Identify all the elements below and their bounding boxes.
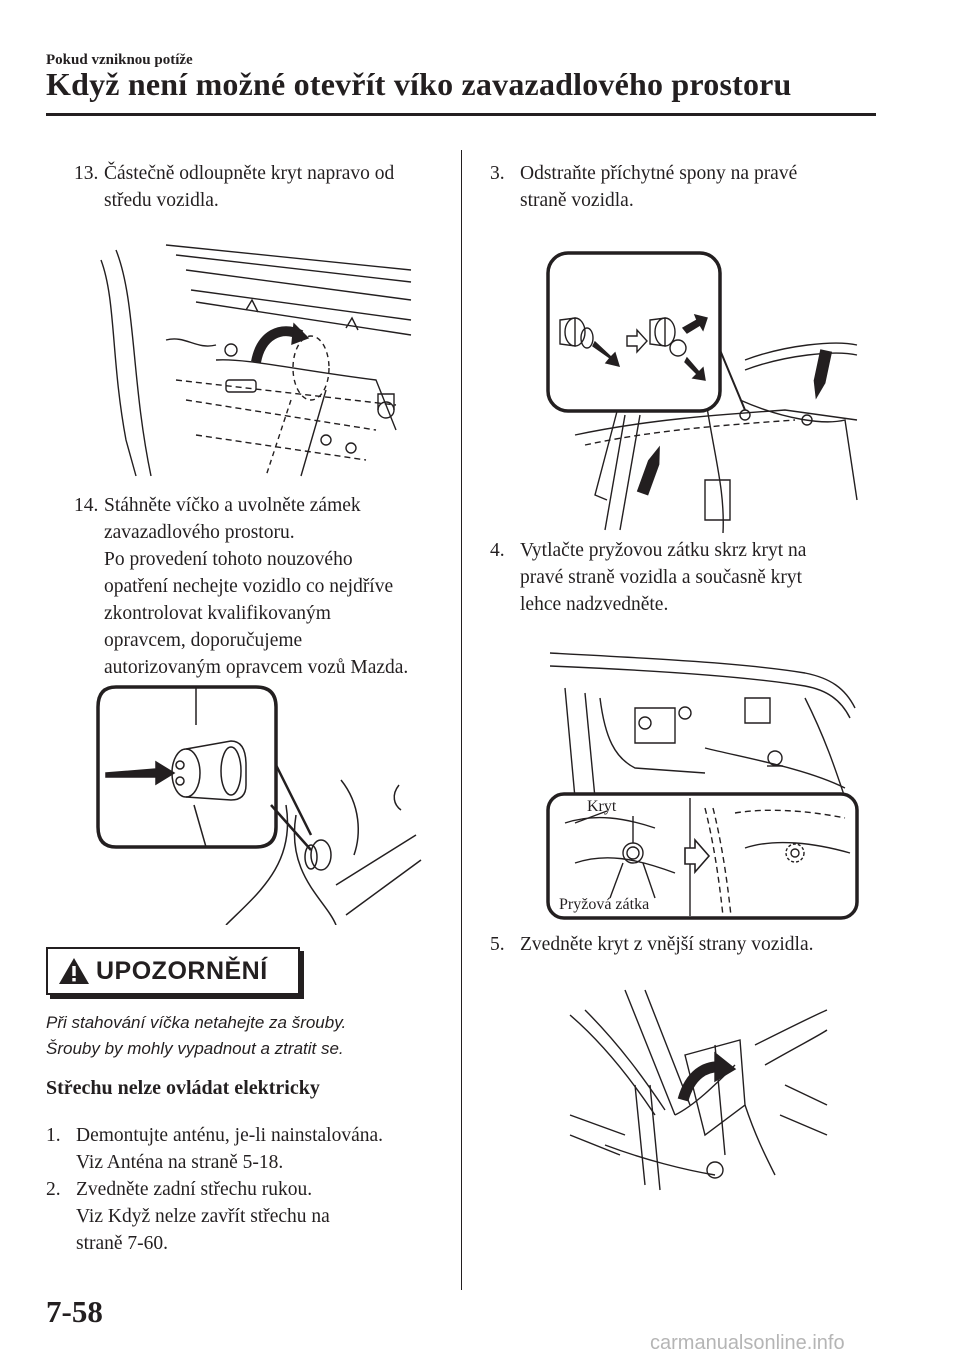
page-number: 7-58 xyxy=(46,1294,103,1329)
step-text: Demontujte anténu, je-li nainstalována. xyxy=(76,1125,384,1146)
step-text: Zvedněte zadní střechu rukou. xyxy=(76,1179,313,1200)
caution-shadow-bottom xyxy=(50,995,304,999)
label-cover: Kryt xyxy=(587,798,617,815)
warning-icon xyxy=(58,957,90,985)
step-number: 1. xyxy=(46,1125,61,1146)
subheading: Střechu nelze ovládat elektricky xyxy=(46,1077,320,1099)
step-text: opravcem, doporučujeme xyxy=(104,630,303,651)
figure-release-lock xyxy=(96,685,426,925)
column-divider xyxy=(461,150,462,1290)
step-2 xyxy=(46,1176,456,1257)
step-number: 2. xyxy=(46,1179,61,1200)
step-text: opatření nechejte vozidlo co nejdříve xyxy=(104,576,394,597)
step-1 xyxy=(46,1122,456,1176)
step-text: zkontrolovat kvalifikovaným xyxy=(104,603,331,624)
title-rule xyxy=(46,113,876,116)
step-text: lehce nadzvedněte. xyxy=(520,594,669,615)
step-number: 13. xyxy=(74,163,99,184)
figure-rubber-plug xyxy=(545,648,860,923)
step-text: zavazadlového prostoru. xyxy=(104,522,295,543)
step-text: pravé straně vozidla a současně kryt xyxy=(520,567,803,588)
caution-line: Při stahování víčka netahejte za šrouby. xyxy=(46,1013,347,1032)
step-4 xyxy=(490,537,890,618)
step-text: Zvedněte kryt z vnější strany vozidla. xyxy=(520,934,814,955)
step-number: 3. xyxy=(490,163,505,184)
step-number: 4. xyxy=(490,540,505,561)
step-text: Viz Anténa na straně 5-18. xyxy=(76,1152,284,1173)
step-3 xyxy=(490,160,890,214)
caution-text xyxy=(46,1010,346,1062)
step-text: Po provedení tohoto nouzového xyxy=(104,549,353,570)
page-title: Když není možné otevřít víko zavazadlového prostoru xyxy=(46,66,792,102)
caution-line: Šrouby by mohly vypadnout a ztratit se. xyxy=(46,1039,344,1058)
step-text: Vytlačte pryžovou zátku skrz kryt na xyxy=(520,540,807,561)
step-13 xyxy=(74,160,454,214)
step-14 xyxy=(74,492,454,681)
step-text: straně 7-60. xyxy=(76,1233,169,1254)
label-rubber-plug: Pryžová zátka xyxy=(559,896,650,913)
step-text: středu vozidla. xyxy=(104,190,219,211)
section-label: Pokud vzniknou potíže xyxy=(46,52,193,68)
figure-clips xyxy=(545,250,860,535)
step-5 xyxy=(490,931,910,958)
step-text: Viz Když nelze zavřít střechu na xyxy=(76,1206,330,1227)
step-number: 14. xyxy=(74,495,99,516)
figure-lift-cover xyxy=(565,985,830,1200)
step-text: straně vozidla. xyxy=(520,190,634,211)
watermark: carmanualsonline.info xyxy=(650,1332,845,1354)
figure-trunk-cover-peel xyxy=(96,240,416,480)
step-text: Odstraňte příchytné spony na pravé xyxy=(520,163,798,184)
caution-box xyxy=(46,947,300,995)
step-text: autorizovaným opravcem vozů Mazda. xyxy=(104,657,409,678)
step-text: Částečně odloupněte kryt napravo od xyxy=(104,163,395,184)
caution-shadow-right xyxy=(300,951,304,999)
step-text: Stáhněte víčko a uvolněte zámek xyxy=(104,495,361,516)
caution-title: UPOZORNĚNÍ xyxy=(96,957,268,985)
step-number: 5. xyxy=(490,934,505,955)
